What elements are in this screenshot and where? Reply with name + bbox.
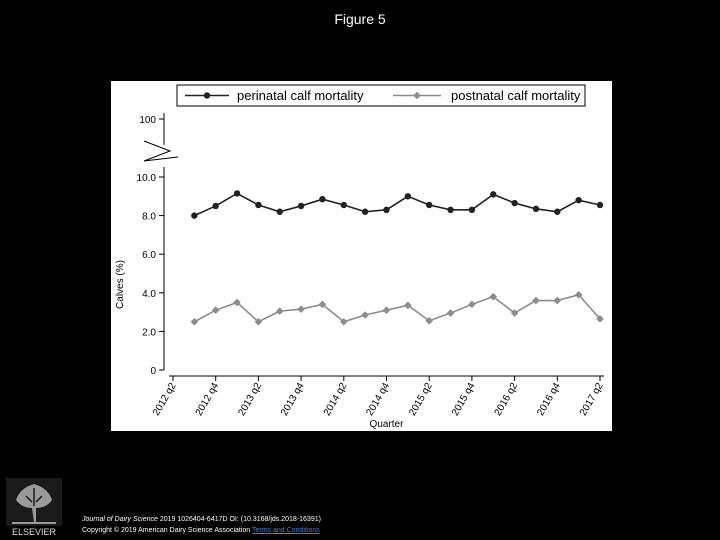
data-point-perinatal (554, 209, 560, 215)
data-point-perinatal (213, 203, 219, 209)
data-point-perinatal (319, 196, 325, 202)
data-point-perinatal (298, 203, 304, 209)
y-tick-label: 8.0 (142, 211, 156, 223)
elsevier-logo (6, 478, 62, 538)
figure-panel (111, 81, 612, 431)
data-point-perinatal (575, 197, 581, 203)
y-tick-label: 0 (150, 366, 156, 377)
data-point-perinatal (426, 202, 432, 208)
legend-marker-perinatal (204, 92, 210, 98)
series-line-perinatal (194, 193, 600, 215)
y-tick-label: 6.0 (142, 250, 156, 262)
x-axis-label: Quarter (369, 419, 404, 430)
x-tick-label: 2015 q4 (449, 381, 478, 418)
x-tick-label: 2017 q2 (577, 381, 606, 418)
x-tick-label: 2014 q2 (321, 381, 350, 418)
copyright-text: Copyright © 2019 American Dairy Science Association (82, 527, 251, 534)
x-tick-label: 2016 q4 (535, 381, 563, 418)
x-tick-label: 2016 q2 (492, 381, 521, 418)
y-tick-label: 4.0 (142, 288, 156, 300)
citation-line (82, 514, 321, 525)
journal-name: Journal of Dairy Science (82, 516, 158, 523)
data-point-perinatal (383, 207, 389, 213)
logo-wordmark: ELSEVIER (11, 527, 57, 537)
data-point-perinatal (277, 209, 283, 215)
data-point-postnatal (468, 301, 476, 309)
line-chart (111, 81, 612, 431)
x-tick-label: 2013 q4 (279, 381, 307, 418)
data-point-perinatal (362, 209, 368, 215)
data-point-postnatal (383, 306, 391, 314)
data-point-postnatal (532, 297, 540, 305)
data-point-postnatal (554, 297, 562, 305)
data-point-postnatal (191, 318, 199, 326)
axis-break-mark (144, 141, 178, 161)
y-axis-label: Calves (%) (115, 260, 126, 309)
x-tick-label: 2012 q4 (193, 381, 222, 418)
data-point-perinatal (533, 206, 539, 212)
terms-link[interactable]: Terms and Conditions (252, 527, 320, 534)
legend-label-perinatal: perinatal calf mortality (237, 88, 364, 103)
x-tick-label: 2013 q2 (236, 381, 264, 418)
data-point-perinatal (234, 190, 240, 196)
data-point-perinatal (511, 200, 517, 206)
data-point-postnatal (297, 305, 305, 313)
data-point-perinatal (469, 207, 475, 213)
footer (82, 514, 321, 536)
x-tick-label: 2014 q4 (364, 381, 393, 418)
data-point-perinatal (341, 202, 347, 208)
slide-title: Figure 5 (334, 11, 386, 27)
citation-text: 2019 1026404-6417D OI: (10.3168/jds.2018-16391) (157, 516, 321, 523)
data-point-postnatal (447, 309, 455, 317)
data-point-perinatal (255, 202, 261, 208)
data-point-perinatal (490, 191, 496, 197)
data-point-perinatal (405, 193, 411, 199)
y-tick-label: 10.0 (136, 173, 156, 184)
data-point-postnatal (361, 311, 369, 319)
data-point-postnatal (276, 307, 284, 315)
data-point-perinatal (447, 207, 453, 213)
legend-label-postnatal: postnatal calf mortality (451, 88, 581, 103)
data-point-perinatal (191, 212, 197, 218)
y-tick-label: 100 (139, 115, 156, 126)
x-tick-label: 2015 q2 (407, 381, 435, 418)
y-tick-label: 2.0 (142, 327, 156, 339)
x-tick-label: 2012 q2 (150, 381, 179, 418)
series-line-postnatal (194, 295, 600, 322)
copyright-line (82, 525, 321, 536)
data-point-perinatal (597, 202, 603, 208)
data-point-postnatal (212, 306, 220, 314)
